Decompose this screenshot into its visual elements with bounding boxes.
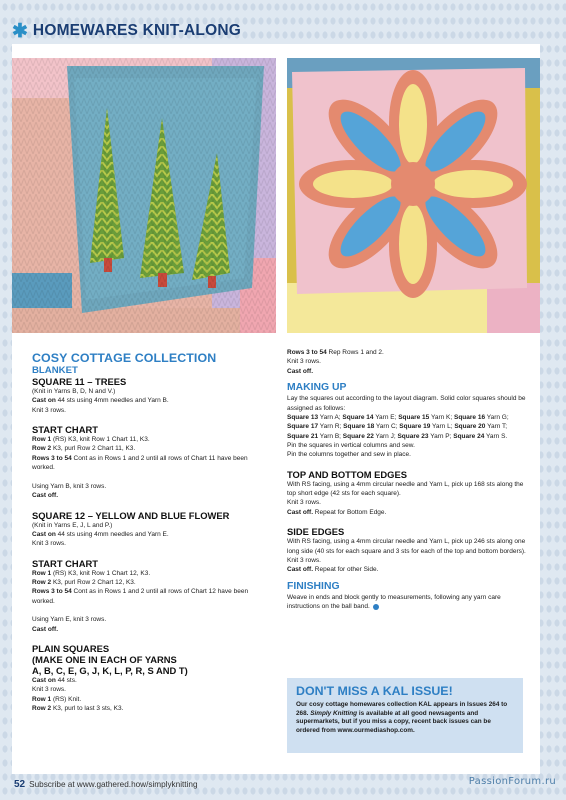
- kal-body: Our cosy cottage homewares collection KAL appears in Issues 264 to 268. Simply Knitting is available at all good newsagents and supermarkets, but if you miss a copy, recent back issues can be ordered from www.ourmediashop.com.: [296, 701, 508, 734]
- finishing-text: Weave in ends and block gently to measurements, following any yarn care instructions on the ball band.: [287, 593, 501, 611]
- assignment-yarn: Yarn S.: [484, 432, 508, 440]
- right-column: [287, 348, 527, 612]
- assignment-yarn: Yarn E;: [373, 413, 399, 421]
- plain-row-2: Row 2 K3, purl to last 3 sts, K3.: [32, 705, 124, 713]
- subscribe-link[interactable]: Subscribe at www.gathered.how/simplyknitting: [29, 779, 198, 789]
- assignment-square: Square 19: [399, 423, 431, 431]
- section-title: HOMEWARES KNIT-ALONG: [32, 22, 242, 39]
- kal-title: DON'T MISS A KAL ISSUE!: [296, 684, 453, 698]
- assignment-yarn: Yarn L;: [430, 423, 455, 431]
- chart-12-cast-off: Cast off.: [32, 625, 58, 633]
- footer: [14, 774, 198, 794]
- plain-squares-heading-2: (MAKE ONE IN EACH OF YARNS: [32, 654, 177, 666]
- chart-11-row-1: Row 1 (RS) K3, knit Row 1 Chart 11, K3.: [32, 436, 150, 444]
- chart-11-using: Using Yarn B, knit 3 rows.: [32, 482, 107, 490]
- assignment-square: Square 22: [342, 432, 374, 440]
- left-column: [32, 352, 272, 713]
- assignment-square: Square 24: [453, 432, 485, 440]
- square-12-knit: Knit 3 rows.: [32, 540, 66, 548]
- assignment-yarn: Yarn R;: [318, 423, 344, 431]
- assignment-yarn: Yarn J;: [373, 432, 398, 440]
- assignment-square: Square 13: [287, 413, 319, 421]
- assignment-square: Square 18: [343, 423, 375, 431]
- making-up-heading: MAKING UP: [287, 382, 347, 394]
- side-edges-knit: Knit 3 rows.: [287, 556, 321, 564]
- header: [12, 20, 241, 42]
- assignment-square: Square 17: [287, 423, 319, 431]
- top-bottom-cast-off: Cast off. Repeat for Bottom Edge.: [287, 508, 387, 516]
- assignment-yarn: Yarn C;: [374, 423, 400, 431]
- end-mark-icon: [373, 604, 379, 610]
- chart-12-heading: START CHART: [32, 557, 98, 569]
- chart-11-row-2: Row 2 K3, purl Row 2 Chart 11, K3.: [32, 445, 136, 453]
- assignment-yarn: Yarn T;: [485, 423, 508, 431]
- square-assignments: [287, 413, 527, 441]
- plain-squares-heading: PLAIN SQUARES: [32, 643, 110, 655]
- plain-cast-on: Cast on 44 sts.: [32, 677, 77, 685]
- assignment-square: Square 21: [287, 432, 319, 440]
- asterisk-icon: ✱: [12, 20, 28, 42]
- assignment-yarn: Yarn G;: [485, 413, 509, 421]
- chart-12-rows-3-54: Rows 3 to 54 Cont as in Rows 1 and 2 until all rows of Chart 12 have been worked.: [32, 588, 249, 605]
- top-bottom-text: With RS facing, using a 4mm circular needle and Yarn L, pick up 168 sts along the top short edge (42 sts for each square).: [287, 480, 524, 498]
- making-up-intro: Lay the squares out according to the layout diagram. Solid color squares should be assigned as follows:: [287, 395, 526, 412]
- plain-row-1: Row 1 (RS) Knit.: [32, 695, 82, 703]
- finishing-heading: FINISHING: [287, 580, 340, 592]
- square-12-yarns: (Knit in Yarns E, J, L and P.): [32, 521, 113, 529]
- side-edges-text: With RS facing, using a 4mm circular needle and Yarn L, pick up 246 sts along one long side (40 sts for each square and 3 sts for each of the top and bottom borders).: [287, 538, 526, 555]
- assignment-square: Square 16: [453, 413, 486, 421]
- blanket-title: BLANKET: [32, 365, 78, 376]
- chart-12-using: Using Yarn E, knit 3 rows.: [32, 616, 107, 624]
- plain-squares-heading-3: A, B, C, E, G, J, K, L, P, R, S AND T): [32, 665, 188, 677]
- tree-square-photo: [12, 58, 276, 333]
- chart-11-heading: START CHART: [32, 424, 98, 436]
- right-knit: Knit 3 rows.: [287, 358, 321, 366]
- plain-knit: Knit 3 rows.: [32, 686, 66, 694]
- assignment-square: Square 23: [397, 432, 429, 440]
- kal-box: [287, 678, 523, 753]
- flower-square-photo: [287, 58, 540, 333]
- watermark: PassionForum.ru: [468, 776, 556, 787]
- collection-title: COSY COTTAGE COLLECTION: [32, 351, 217, 365]
- chart-11-cast-off: Cast off.: [32, 491, 58, 499]
- rows-3-54: Rows 3 to 54 Rep Rows 1 and 2.: [287, 349, 384, 356]
- square-11-cast-on: Cast on 44 sts using 4mm needles and Yarn B.: [32, 397, 169, 405]
- assignment-yarn: Yarn B;: [318, 432, 343, 440]
- chart-12-row-1: Row 1 (RS) K3, knit Row 1 Chart 12, K3.: [32, 569, 151, 577]
- side-edges-heading: SIDE EDGES: [287, 526, 345, 538]
- assignment-square: Square 15: [398, 413, 430, 421]
- assignment-square: Square 20: [454, 423, 486, 431]
- assignment-yarn: Yarn K;: [429, 413, 454, 421]
- top-bottom-heading: TOP AND BOTTOM EDGES: [287, 468, 407, 480]
- side-edges-cast-off: Cast off. Repeat for other Side.: [287, 566, 379, 574]
- chart-11-rows-3-54: Rows 3 to 54 Cont as in Rows 1 and 2 until all rows of Chart 11 have been worked.: [32, 454, 248, 472]
- square-12-cast-on: Cast on 44 sts using 4mm needles and Yarn E.: [32, 530, 169, 538]
- chart-12-row-2: Row 2 K3, purl Row 2 Chart 12, K3.: [32, 579, 136, 587]
- right-cast-off: Cast off.: [287, 367, 313, 375]
- square-11-heading: SQUARE 11 – TREES: [32, 376, 127, 387]
- assignment-square: Square 14: [342, 413, 374, 421]
- top-bottom-knit: Knit 3 rows.: [287, 499, 321, 507]
- square-12-heading: SQUARE 12 – YELLOW AND BLUE FLOWER: [32, 509, 230, 521]
- making-up-pin-2: Pin the columns together and sew in place.: [287, 451, 411, 459]
- page-number: 52: [14, 778, 26, 790]
- square-11-knit: Knit 3 rows.: [32, 406, 66, 414]
- assignment-yarn: Yarn P;: [428, 432, 454, 440]
- square-11-yarns: (Knit in Yarns B, D, N and V.): [32, 388, 116, 395]
- assignment-yarn: Yarn A;: [318, 413, 343, 421]
- making-up-pin-1: Pin the squares in vertical columns and sew.: [287, 441, 415, 449]
